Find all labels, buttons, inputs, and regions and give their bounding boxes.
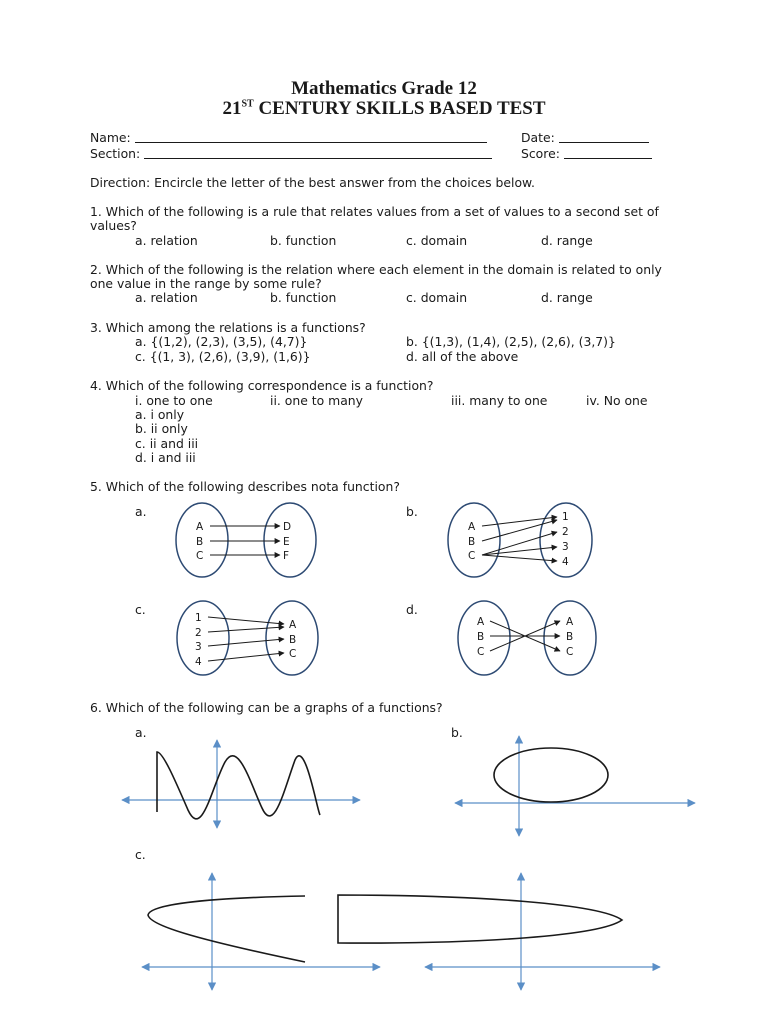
- node-label: D: [283, 521, 292, 533]
- q5-choice-a[interactable]: a.: [135, 504, 147, 519]
- node-label: A: [289, 619, 297, 631]
- q1-choice-d[interactable]: d. range: [541, 233, 593, 248]
- name-label: Name:: [90, 130, 131, 145]
- section-label: Section:: [90, 146, 141, 161]
- question-3-text: 3. Which among the relations is a functions?: [90, 320, 366, 335]
- domain-oval: [177, 601, 229, 675]
- q4-choice-a[interactable]: a. i only: [135, 407, 185, 422]
- node-label: B: [468, 536, 476, 548]
- node-label: A: [196, 521, 204, 533]
- node-label: A: [468, 521, 476, 533]
- question-1-text-cont: values?: [90, 218, 137, 233]
- mapping-diagram-c: [177, 601, 318, 675]
- q2-choice-c[interactable]: c. domain: [406, 290, 468, 305]
- date-label: Date:: [521, 130, 555, 145]
- q5-choice-b[interactable]: b.: [406, 504, 418, 519]
- mapping-arrow: [208, 653, 284, 661]
- node-label: E: [283, 536, 290, 548]
- graph-c-right: [338, 873, 660, 990]
- mapping-diagram-d: [458, 601, 596, 675]
- score-label: Score:: [521, 146, 560, 161]
- q1-choice-b[interactable]: b. function: [270, 233, 337, 248]
- q5-choice-d[interactable]: d.: [406, 602, 418, 617]
- node-label: B: [477, 631, 485, 643]
- mapping-arrow: [208, 639, 284, 646]
- direction-text: Direction: Encircle the letter of the best answer from the choices below.: [90, 175, 535, 190]
- mapping-arrow: [208, 617, 284, 624]
- parabola-curve: [148, 896, 305, 962]
- question-4-text: 4. Which of the following correspondence is a function?: [90, 378, 434, 393]
- node-label: C: [289, 648, 297, 660]
- q3-choice-b[interactable]: b. {(1,3), (1,4), (2,5), (2,6), (3,7)}: [406, 334, 616, 349]
- node-label: A: [477, 616, 485, 628]
- ellipse-curve: [494, 748, 608, 802]
- q2-choice-d[interactable]: d. range: [541, 290, 593, 305]
- q3-choice-a[interactable]: a. {(1,2), (2,3), (3,5), (4,7)}: [135, 334, 308, 349]
- q3-choice-c[interactable]: c. {(1, 3), (2,6), (3,9), (1,6)}: [135, 349, 311, 364]
- question-2-text: 2. Which of the following is the relation where each element in the domain is related to only: [90, 262, 662, 277]
- mapping-arrow: [482, 547, 557, 555]
- node-label: 3: [195, 641, 202, 653]
- range-oval: [264, 503, 316, 577]
- q4-option-i: i. one to one: [135, 393, 213, 408]
- page-title: Mathematics Grade 12: [291, 78, 477, 99]
- q6-choice-a[interactable]: a.: [135, 725, 147, 740]
- graph-a: [122, 740, 360, 828]
- q2-choice-b[interactable]: b. function: [270, 290, 337, 305]
- q4-option-ii: ii. one to many: [270, 393, 363, 408]
- node-label: 1: [562, 511, 569, 523]
- q4-choice-b[interactable]: b. ii only: [135, 421, 188, 436]
- node-label: B: [289, 634, 297, 646]
- node-label: 3: [562, 541, 569, 553]
- graph-b: [455, 736, 695, 836]
- wave-curve: [157, 752, 320, 819]
- node-label: 4: [562, 556, 569, 568]
- mapping-arrow: [482, 532, 557, 555]
- node-label: 4: [195, 656, 202, 668]
- mapping-arrow: [482, 555, 557, 561]
- node-label: C: [196, 550, 204, 562]
- q6-choice-b[interactable]: b.: [451, 725, 463, 740]
- mapping-diagram-b: [448, 503, 592, 577]
- mapping-arrow: [482, 517, 557, 526]
- node-label: 1: [195, 612, 202, 624]
- q4-choice-d[interactable]: d. i and iii: [135, 450, 196, 465]
- q1-choice-c[interactable]: c. domain: [406, 233, 468, 248]
- bullet-curve: [338, 895, 622, 943]
- question-6-text: 6. Which of the following can be a graphs of a functions?: [90, 700, 443, 715]
- mapping-diagram-a: [176, 503, 316, 577]
- q4-option-iv: iv. No one: [586, 393, 648, 408]
- q6-choice-c[interactable]: c.: [135, 847, 146, 862]
- node-label: B: [566, 631, 574, 643]
- q5-choice-c[interactable]: c.: [135, 602, 146, 617]
- question-2-text-cont: one value in the range by some rule?: [90, 276, 322, 291]
- q3-choice-d[interactable]: d. all of the above: [406, 349, 519, 364]
- q4-option-iii: iii. many to one: [451, 393, 548, 408]
- node-label: 2: [195, 627, 202, 639]
- node-label: C: [566, 646, 574, 658]
- page-subtitle: 21ST CENTURY SKILLS BASED TEST: [222, 98, 546, 119]
- q1-choice-a[interactable]: a. relation: [135, 233, 198, 248]
- node-label: F: [283, 550, 290, 562]
- node-label: C: [477, 646, 485, 658]
- node-label: B: [196, 536, 204, 548]
- q4-choice-c[interactable]: c. ii and iii: [135, 436, 199, 451]
- question-5-text: 5. Which of the following describes nota function?: [90, 479, 400, 494]
- q2-choice-a[interactable]: a. relation: [135, 290, 198, 305]
- node-label: C: [468, 550, 476, 562]
- node-label: A: [566, 616, 574, 628]
- mapping-arrow: [482, 520, 557, 541]
- graph-c-left: [142, 873, 380, 990]
- mapping-arrow: [208, 627, 284, 632]
- question-1-text: 1. Which of the following is a rule that relates values from a set of values to a second set of: [90, 204, 659, 219]
- node-label: 2: [562, 526, 569, 538]
